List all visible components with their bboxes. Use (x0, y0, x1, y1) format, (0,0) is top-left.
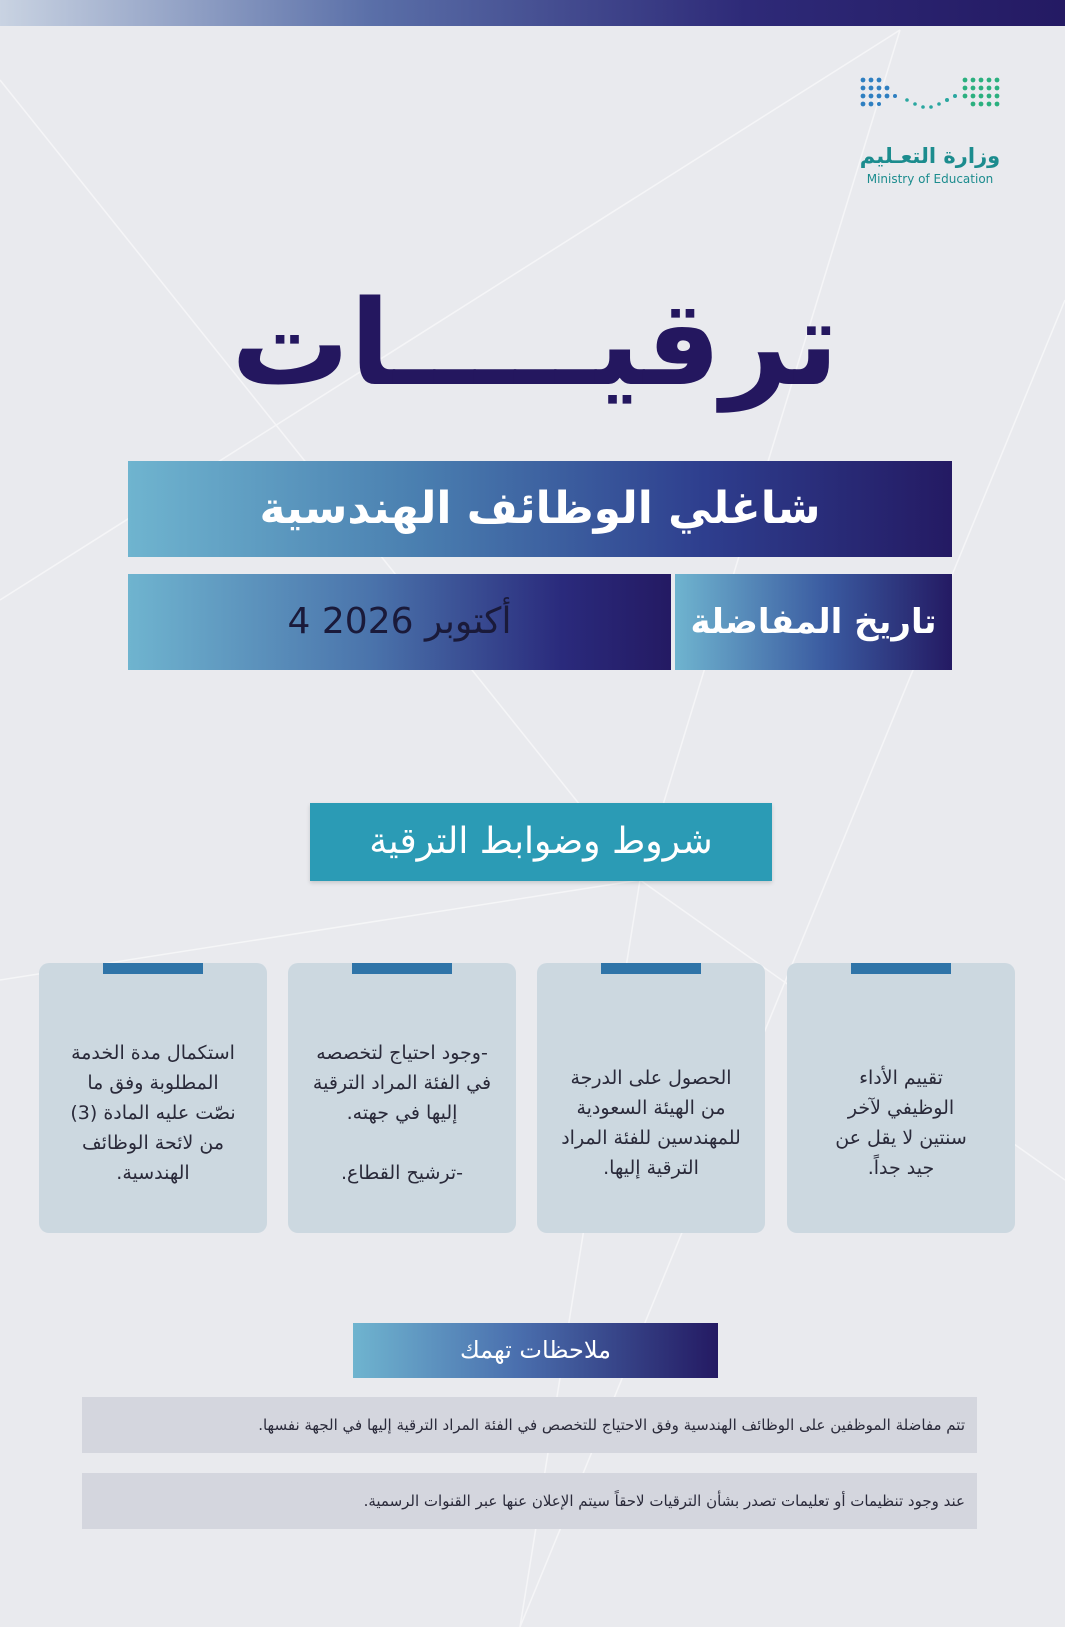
notes-heading: ملاحظات تهمك (353, 1323, 718, 1378)
logo-dots-icon (855, 74, 1005, 114)
card-tab-accent (601, 963, 701, 974)
note-item: تتم مفاضلة الموظفين على الوظائف الهندسية وفق الاحتياج للتخصص في الفئة المراد الترقية إليها في الجهة نفسها. (82, 1397, 977, 1453)
condition-card-text: استكمال مدة الخدمة المطلوبة وفق ما نصّت عليه المادة (3) من لائحة الوظائف الهندسية. (70, 1042, 236, 1184)
condition-card (537, 963, 765, 1233)
top-accent-bar (0, 0, 1065, 26)
logo-arabic-text: وزارة التعـليم (859, 144, 1001, 168)
ministry-logo (845, 72, 1015, 192)
card-tab-accent (103, 963, 203, 974)
date-value: 4 أكتوبر 2026 (128, 574, 671, 670)
subtitle-banner: شاغلي الوظائف الهندسية (128, 461, 952, 557)
condition-card-text: تقييم الأداء الوظيفي لآخر سنتين لا يقل عن جيد جداً. (835, 1067, 967, 1179)
conditions-heading: شروط وضوابط الترقية (310, 803, 772, 881)
condition-card (39, 963, 267, 1233)
condition-card-text: -وجود احتياج لتخصصه في الفئة المراد الترقية إليها في جهته. -ترشيح القطاع. (312, 1042, 492, 1184)
note-item: عند وجود تنظيمات أو تعليمات تصدر بشأن الترقيات لاحقاً سيتم الإعلان عنها عبر القنوات الرسمية. (82, 1473, 977, 1529)
page-title: ترقيـــــات (231, 274, 839, 412)
card-tab-accent (352, 963, 452, 974)
card-tab-accent (851, 963, 951, 974)
condition-card-text: الحصول على الدرجة من الهيئة السعودية للمهندسين للفئة المراد الترقية إليها. (561, 1067, 741, 1179)
logo-english-text: Ministry of Education (866, 172, 994, 186)
date-label: تاريخ المفاضلة (675, 574, 952, 670)
condition-card (288, 963, 516, 1233)
condition-card (787, 963, 1015, 1233)
